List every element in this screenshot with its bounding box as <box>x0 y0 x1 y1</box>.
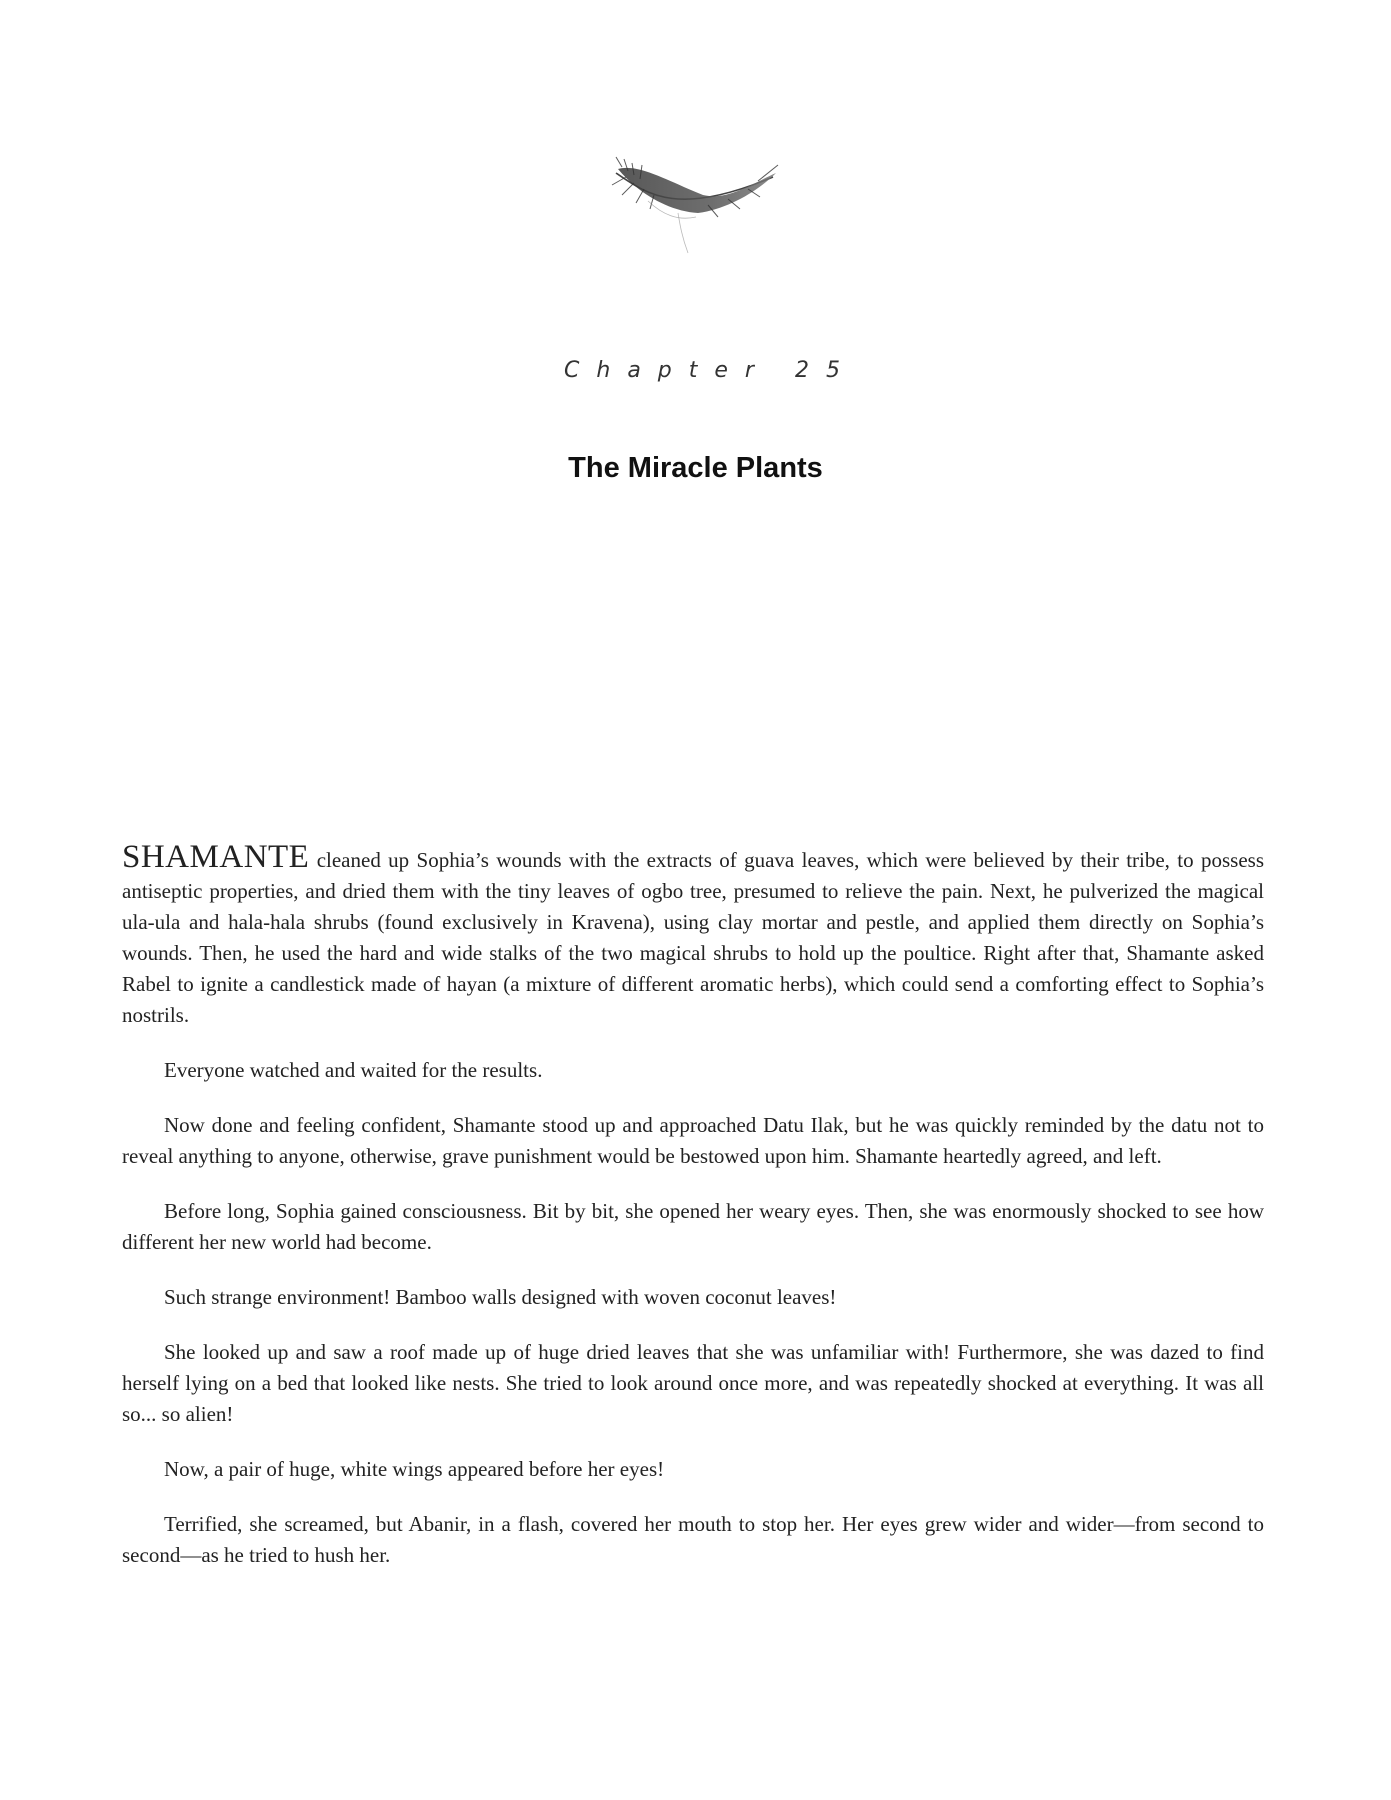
paragraph-7: Now, a pair of huge, white wings appeared before her eyes! <box>164 1457 665 1481</box>
paragraph-1-text: cleaned up Sophia’s wounds with the extracts of guava leaves, which were believed by their tribe, to possess antiseptic properties, and dried them with the tiny leaves of ogbo tree, presumed to relieve the pain. Next, he pulverized the magical ula-ula and hala-hala shrubs (found exclusively in Kravena), using clay mortar and pestle, and applied them directly on Sophia’s wounds. Then, he used the hard and wide stalks of the two magical shrubs to hold up the poultice. Right after that, Shamante asked Rabel to ignite a candlestick made of hayan (a mixture of different aromatic herbs), which could send a comforting effect to Sophia’s nostrils. <box>122 848 1264 1027</box>
lead-word: SHAMANTE <box>122 839 310 875</box>
paragraph-6: She looked up and saw a roof made up of huge dried leaves that she was unfamiliar with! Furthermore, she was dazed to find herself lying on a bed that looked like nests. She tried to look around once more, and was repeatedly shocked at everything. It was all so... so alien! <box>122 1340 1264 1426</box>
paragraph-1 <box>122 839 1264 1031</box>
paragraph-2: Everyone watched and waited for the results. <box>164 1058 543 1082</box>
chapter-body <box>122 839 1264 1595</box>
paragraph-3: Now done and feeling confident, Shamante stood up and approached Datu Ilak, but he was quickly reminded by the datu not to reveal anything to anyone, otherwise, grave punishment would be bestowed upon him. Shamante heartedly agreed, and left. <box>122 1113 1264 1168</box>
chapter-title: The Miracle Plants <box>568 452 823 484</box>
paragraph-5: Such strange environment! Bamboo walls designed with woven coconut leaves! <box>164 1285 837 1309</box>
chapter-label: Chapter 25 <box>564 358 857 383</box>
paragraph-4: Before long, Sophia gained consciousness. Bit by bit, she opened her weary eyes. Then, she was enormously shocked to see how different her new world had become. <box>122 1199 1264 1254</box>
paragraph-8: Terrified, she screamed, but Abanir, in a flash, covered her mouth to stop her. Her eyes grew wider and wider—from second to second—as he tried to hush her. <box>122 1512 1264 1567</box>
feather-icon <box>608 155 783 265</box>
